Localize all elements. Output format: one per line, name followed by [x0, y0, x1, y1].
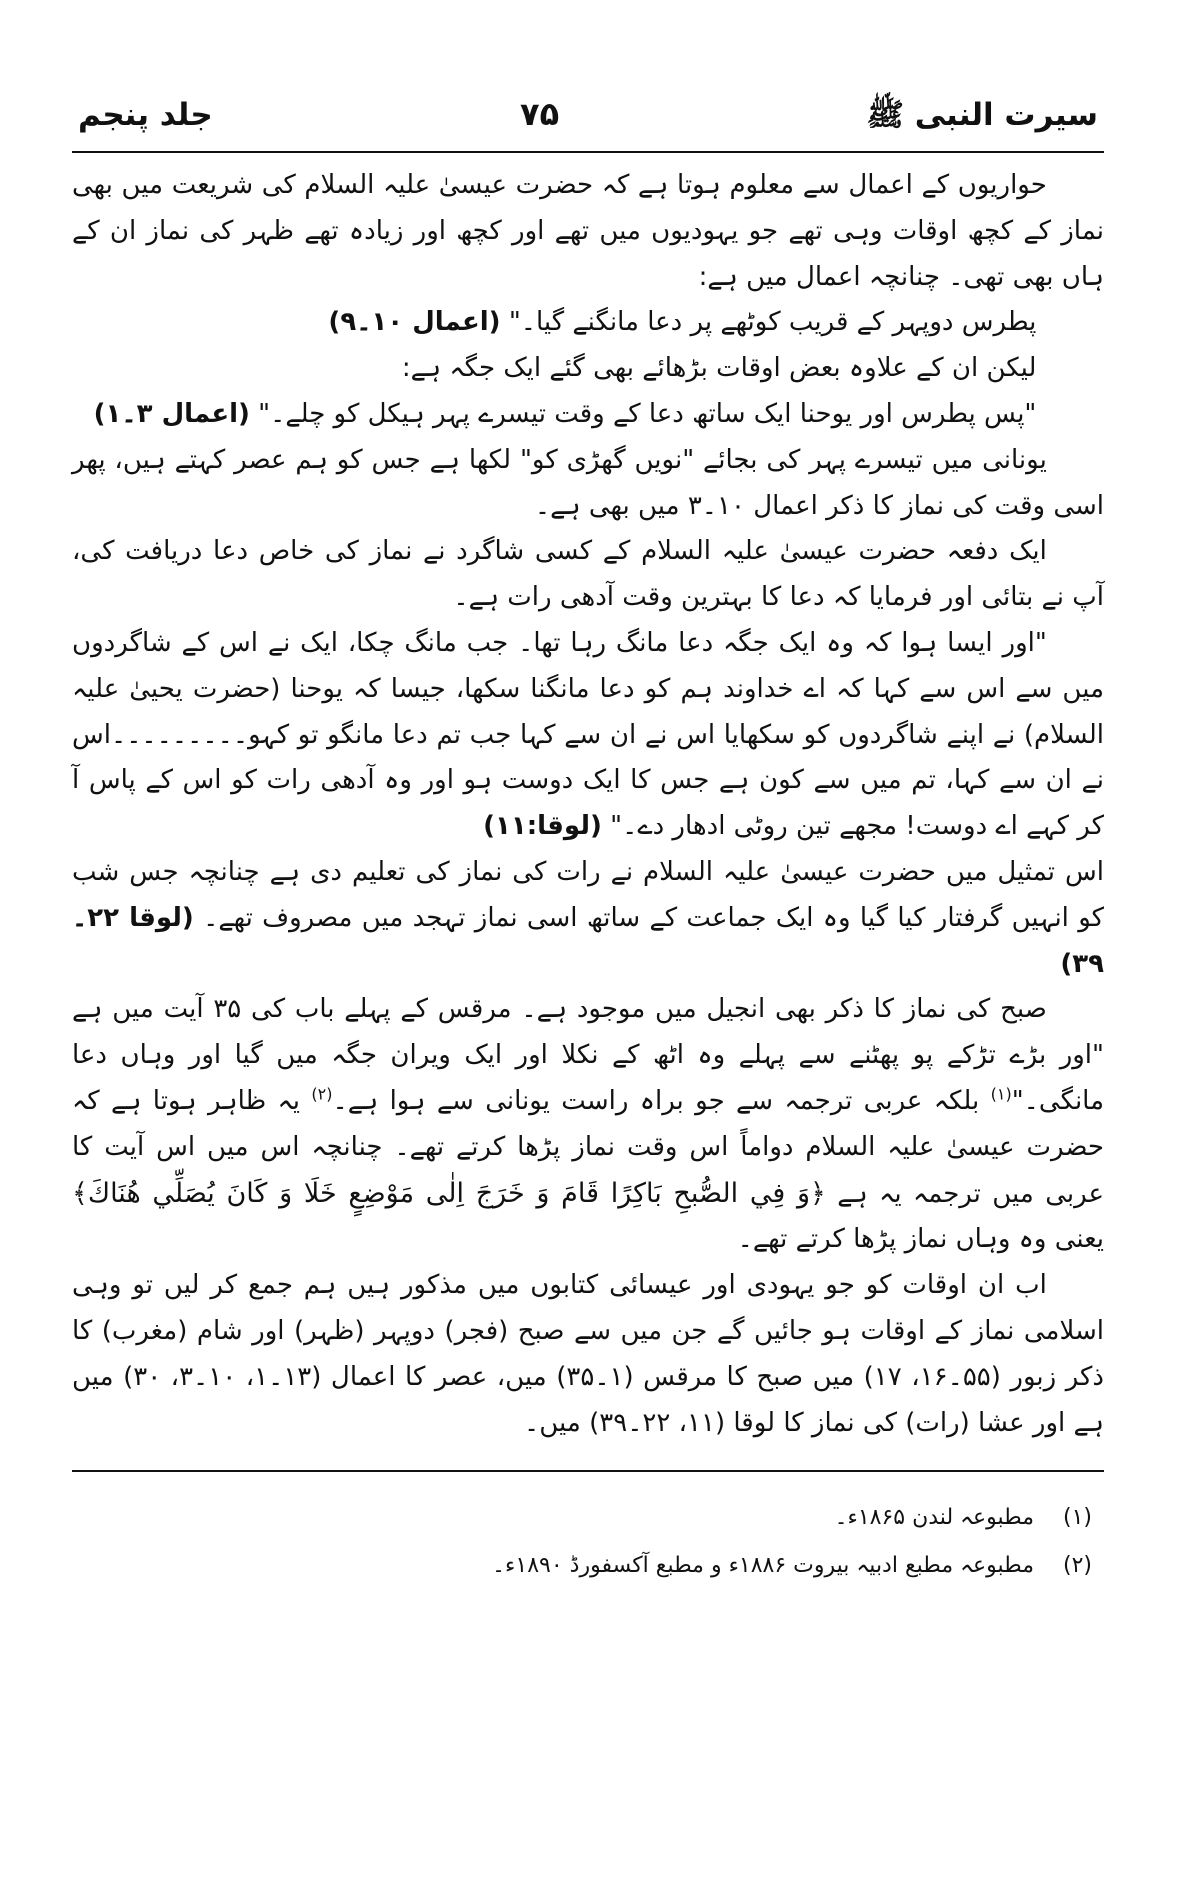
quote-paragraph: [72, 621, 1104, 850]
footnote-rule: [72, 1470, 1104, 1472]
arabic-verse: ﴿وَ فِي الصُّبحِ بَاكِرًا قَامَ وَ خَرَجَ اِلٰى مَوْضِعٍ خَلَا وَ كَانَ يُصَلِّي هُنَاكَ﴾: [72, 1177, 826, 1209]
citation: (لوقا ۲۲۔۳۹): [72, 902, 1104, 979]
paragraph: اب ان اوقات کو جو یہودی اور عیسائی کتابوں میں مذکور ہیں ہم جمع کر لیں تو وہی اسلامی نماز کے اوقات ہو جائیں گے جن میں سے صبح (فجر) دوپہر (ظہر) اور شام (مغرب) کا ذکر زبور (۵۵۔۱۶، ۱۷) میں صبح کا مرقس (۱۔۳۵) میں، عصر کا اعمال (۱۳۔۱، ۱۰۔۳، ۳۰) میں ہے اور عشا (رات) کی نماز کا لوقا (۱۱، ۲۲۔۳۹) میں۔: [72, 1270, 1105, 1438]
paragraph: لیکن ان کے علاوہ بعض اوقات بڑھائے بھی گئے ایک جگہ ہے:: [401, 353, 1037, 384]
citation: (لوقا:۱۱): [483, 811, 602, 842]
footnote-text: مطبوعہ مطبع ادبیہ بیروت ۱۸۸۶ء و مطبع آکسفورڈ ۱۸۹۰ء۔: [492, 1553, 1034, 1579]
footnote-marker: (۱): [990, 1084, 1012, 1104]
footnotes: [72, 1494, 1104, 1590]
footnote: [72, 1494, 1104, 1542]
paragraph-text: یعنی وہ وہاں نماز پڑھا کرتے تھے۔: [737, 1224, 1104, 1255]
paragraph: [72, 850, 1104, 987]
header-rule: [72, 151, 1104, 153]
main-text: [72, 163, 1104, 1446]
paragraph: یونانی میں تیسرے پہر کی بجائے "نویں گھڑی کو" لکھا ہے جس کو ہم عصر کہتے ہیں، پھر اسی وقت کی نماز کا ذکر اعمال ۱۰۔۳ میں بھی ہے۔: [72, 444, 1104, 521]
quote-text: پطرس دوپہر کے قریب کوٹھے پر دعا مانگنے گیا۔": [508, 307, 1037, 338]
footnote-number: (۲): [1062, 1553, 1092, 1579]
volume-label: جلد پنجم: [78, 97, 213, 133]
quote-text: "پس پطرس اور یوحنا ایک ساتھ دعا کے وقت تیسرے پہر ہیکل کو چلے۔": [258, 398, 1037, 429]
paragraph: ایک دفعہ حضرت عیسیٰ علیہ السلام کے کسی شاگرد نے نماز کی خاص دعا دریافت کی، آپ نے بتائی اور فرمایا کہ دعا کا بہترین وقت آدھی رات ہے۔: [72, 536, 1104, 613]
quote: [72, 392, 1104, 438]
paragraph-text: بلکہ عربی ترجمہ سے جو براہ راست یونانی سے ہوا ہے۔: [332, 1085, 980, 1116]
running-header: [72, 95, 1104, 151]
citation: (اعمال ۳۔۱): [93, 398, 250, 429]
citation: (اعمال ۱۰۔۹): [328, 307, 501, 338]
footnote: [72, 1542, 1104, 1590]
footnote-number: (۱): [1062, 1505, 1092, 1531]
paragraph: [72, 987, 1104, 1263]
paragraph-text: صبح کی نماز کا ذکر بھی انجیل میں موجود ہے۔ مرقس کے پہلے باب کی ۳۵ آیت میں ہے "اور بڑے تڑکے پو پھٹنے سے پہلے وہ اٹھ کے نکلا اور ایک ویران جگہ میں گیا اور وہاں دعا مانگی۔": [72, 994, 1105, 1116]
quote: [72, 300, 1104, 346]
quote-text: "اور ایسا ہوا کہ وہ ایک جگہ دعا مانگ رہا تھا۔ جب مانگ چکا، ایک نے اس کے شاگردوں میں سے اس سے کہا کہ اے خداوند ہم کو دعا مانگنا سکھا، جیسا کہ یوحنا (حضرت یحییٰ علیہ السلام) نے اپنے شاگردوں کو سکھایا اس نے ان سے کہا جب تم دعا مانگو تو کہو۔۔۔۔۔۔۔۔۔اس نے ان سے کہا، تم میں سے کون ہے جس کا ایک دوست ہو اور وہ آدھی رات کو اس کے پاس آ کر کہے اے دوست! مجھے تین روٹی ادھار دے۔": [72, 627, 1104, 842]
paragraph: حواریوں کے اعمال سے معلوم ہوتا ہے کہ حضرت عیسیٰ علیہ السلام کی شریعت میں بھی نماز کے کچھ اوقات وہی تھے جو یہودیوں میں تھے اور کچھ اور زیادہ تھے ظہر کی نماز ان کے ہاں بھی تھی۔ چنانچہ اعمال میں ہے:: [72, 170, 1104, 292]
paragraph-text: یہ ظاہر ہوتا ہے کہ حضرت عیسیٰ علیہ السلام دواماً اس وقت نماز پڑھا کرتے تھے۔ چنانچہ اس میں اس آیت کا عربی میں ترجمہ یہ ہے: [72, 1085, 1104, 1209]
book-title: سیرت النبی ﷺ: [866, 97, 1098, 133]
footnote-marker: (۲): [311, 1084, 333, 1104]
footnote-text: مطبوعہ لندن ۱۸۶۵ء۔: [834, 1505, 1034, 1531]
page-number: ۷۵: [520, 95, 560, 133]
paragraph-text: اس تمثیل میں حضرت عیسیٰ علیہ السلام نے رات کی نماز کی تعلیم دی ہے چنانچہ جس شب کو انہیں گرفتار کیا گیا وہ ایک جماعت کے ساتھ اسی نماز تہجد میں مصروف تھے۔: [72, 856, 1105, 933]
